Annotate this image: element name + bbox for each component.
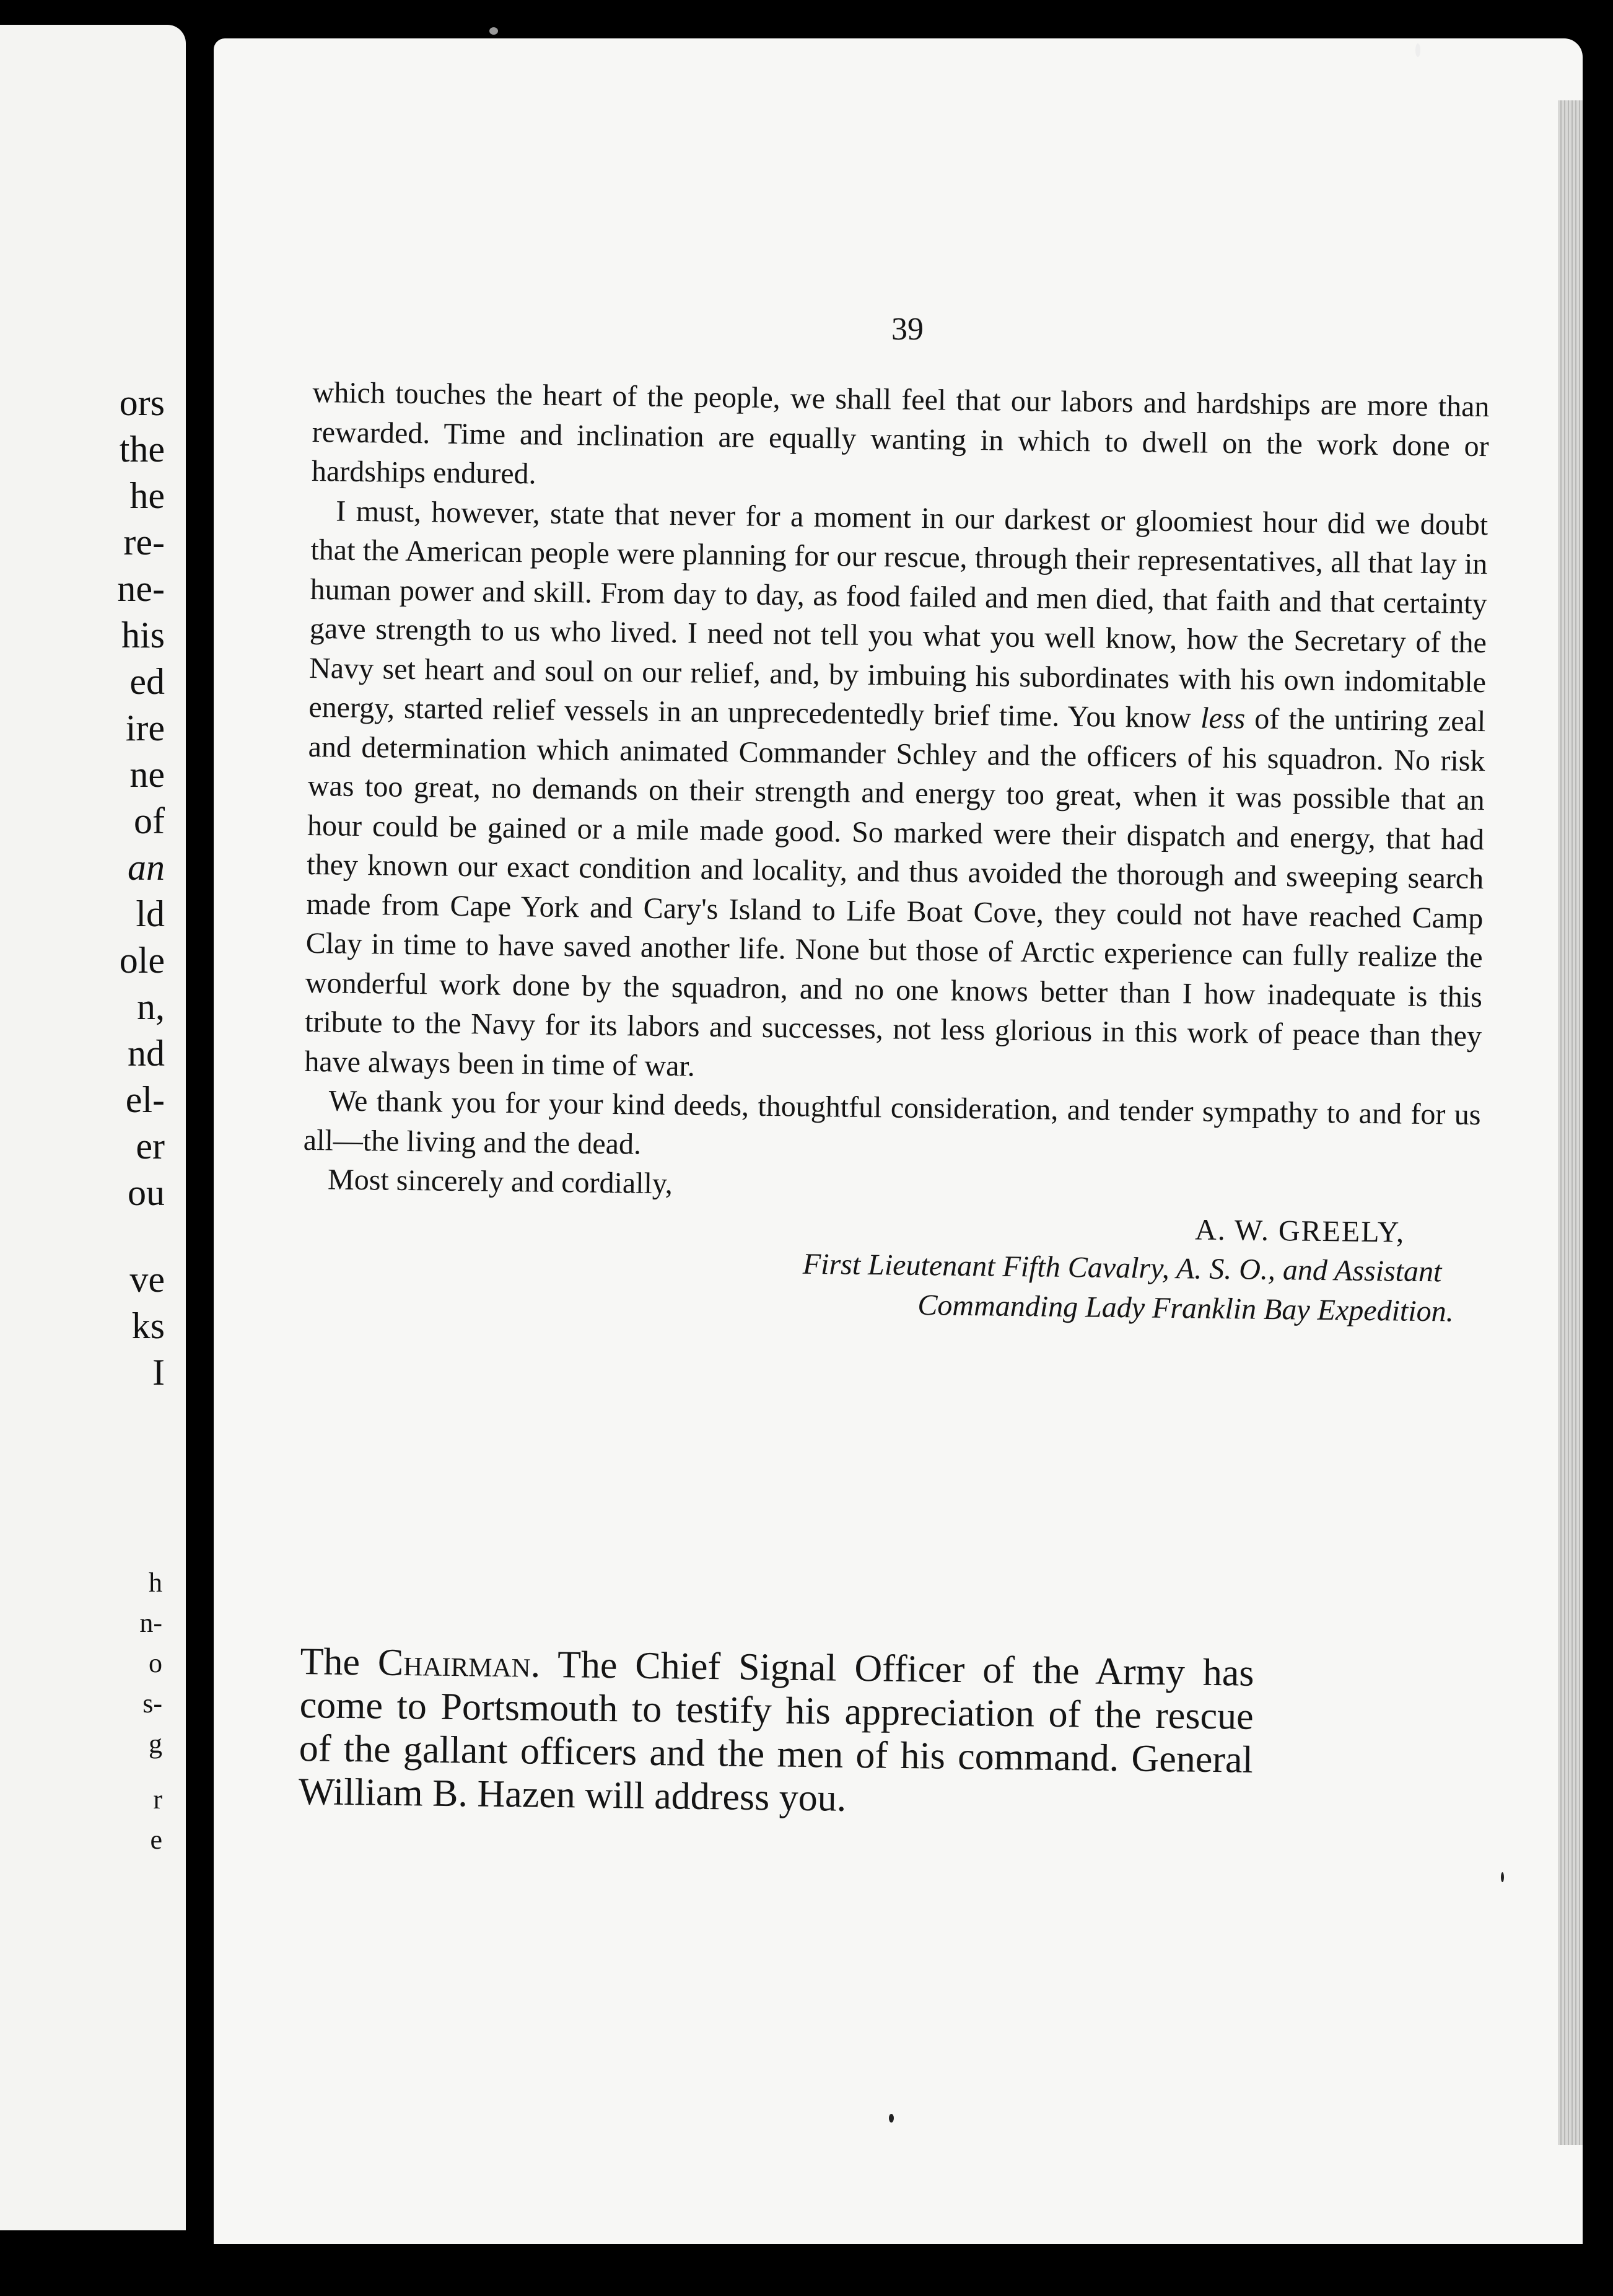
left-fragment: n, [137, 986, 165, 1027]
paragraph-2 [304, 491, 1488, 1095]
left-fragment: his [121, 615, 165, 655]
left-fragment: ks [131, 1305, 165, 1346]
left-fragment: of [134, 800, 165, 841]
chairman-prefix: The [300, 1641, 361, 1684]
paragraph-1: which touches the heart of the people, we shall feel that our labors and hardships are more than rewarded. Time and inclination are equally wanting in which to dwell on the work done or hardships endured. [311, 375, 1490, 491]
left-page-fragment [0, 25, 186, 2230]
right-page [214, 38, 1583, 2244]
scan-speck [889, 2114, 894, 2123]
left-fragment: g [149, 1729, 162, 1759]
emphasis-word: less [1200, 701, 1246, 735]
left-fragment: he [129, 475, 165, 516]
left-fragment: ed [129, 661, 165, 702]
letter-body [301, 373, 1489, 1331]
left-fragment: o [149, 1648, 162, 1678]
chairman-paragraph [299, 1640, 1254, 1825]
left-fragment: ld [136, 893, 165, 934]
paragraph-2-text-b: of the untiring zeal and determination which animated Commander Schley and the officers of his squadron. No risk was too great, no demands on their strength and energy too great, when it was possible that an hour could be gained or a mile made good. So marked were their dispatch and energy, that had they known our exact condition and locality, and thus avoided the thorough and sweeping search made from Cape York and Cary's Island to Life Boat Cove, they could not have reached Camp Clay in time to have saved another life. None but those of Arctic experience can fully realize the wonderful work done by the squadron, and no one knows better than I how inadequate is this tribute to the Navy for its labors and successes, not less glorious in this work of peace than they have always been in time of war. [304, 702, 1486, 1083]
page-number: 39 [891, 312, 924, 347]
left-fragment: s- [142, 1688, 162, 1719]
left-fragment: ire [125, 708, 165, 748]
chairman-speaker: Chairman. [377, 1641, 541, 1686]
scan-speck [1501, 1872, 1504, 1882]
left-fragment: n- [139, 1608, 162, 1638]
scan-speck [489, 27, 498, 35]
left-fragment: ors [119, 382, 165, 423]
left-fragment: nd [128, 1033, 165, 1074]
scan-speck [1415, 43, 1420, 57]
paragraph-2-text-a: I must, however, state that never for a moment in our darkest or gloomiest hour did we doubt that the American people were planning for our rescue, through their representatives, all that lay in human power and skill. From day to day, as food failed and men died, that faith and that certainty gave strength to us who lived. I need not tell you what you well know, how the Secretary of the Navy set heart and soul on our relief, and, by imbuing his subordinates with his own indomitable energy, started relief vessels in an unprecedentedly brief time. You know [308, 494, 1488, 735]
left-fragment: e [150, 1825, 162, 1855]
left-fragment: ne [129, 754, 165, 795]
left-fragment: the [119, 429, 165, 470]
signature-name: A. W. GREELY, [1194, 1213, 1405, 1249]
left-fragment: el- [125, 1079, 165, 1120]
left-fragment: h [149, 1567, 162, 1598]
left-fragment: an [128, 847, 165, 888]
paragraph-3: We thank you for your kind deeds, thoughtful consideration, and tender sympathy to and for us all—the living and the dead. [303, 1084, 1481, 1161]
left-fragment: ole [119, 940, 165, 981]
signature-block [301, 1199, 1479, 1331]
chairman-text: The Chief Signal Officer of the Army has come to Portsmouth to testify his appreciation of the rescue of the gallant officers and the men of his command. General William B. Hazen will address you. [298, 1644, 1254, 1820]
left-fragment: r [153, 1784, 162, 1815]
page-edges [1558, 100, 1583, 2145]
left-fragment: er [136, 1126, 165, 1167]
signature-title-line-2: Commanding Lady Franklin Bay Expedition. [917, 1288, 1454, 1328]
left-fragment: ou [128, 1172, 165, 1213]
left-fragment: re- [123, 522, 165, 563]
left-fragment: I [152, 1352, 165, 1393]
closing-line: Most sincerely and cordially, [327, 1163, 673, 1201]
signature-title-line-1: First Lieutenant Fifth Cavalry, A. S. O., and Assistant [802, 1247, 1442, 1289]
left-fragment: ve [129, 1259, 165, 1300]
left-fragment: ne- [117, 568, 165, 609]
